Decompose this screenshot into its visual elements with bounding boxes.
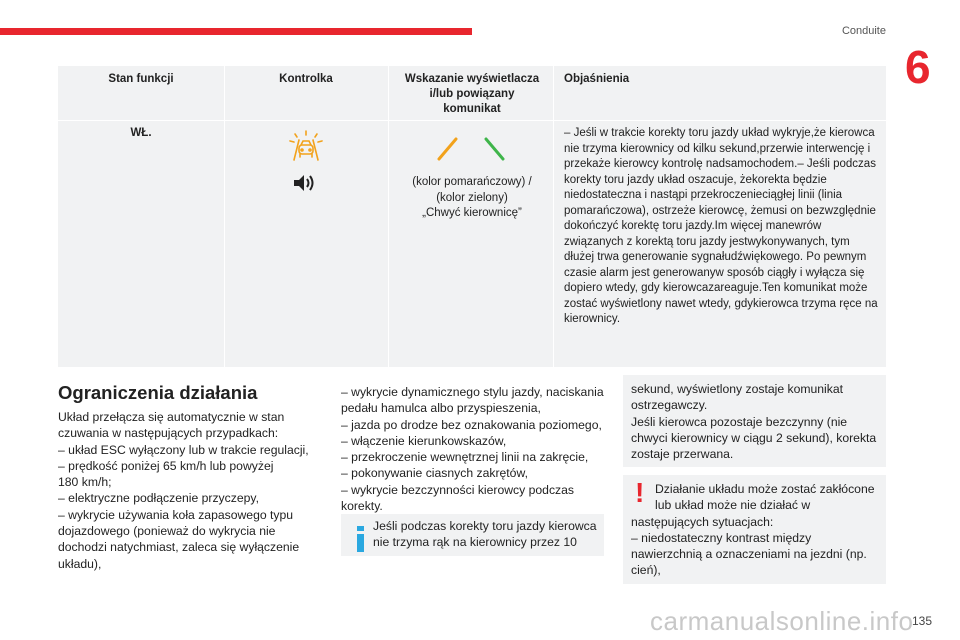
- warning-line: cień),: [631, 563, 661, 578]
- explanation-line: kierowca trzyma ręce na kierownicy.: [564, 297, 878, 325]
- info-box-continued: [623, 375, 886, 467]
- info-box: [341, 514, 604, 556]
- explanation-line: samochodem.: [725, 158, 798, 170]
- info-line: Jeśli podczas korekty toru jazdy kierowca: [373, 519, 597, 533]
- info-line: chwyci kierownicy w ciągu 2 sekund), korekta: [631, 430, 877, 445]
- explanation-line: Im więcej manewrów związanych z korektą toru jazdy jest: [564, 220, 822, 248]
- list-line: – przekroczenie wewnętrznej linii na zakręcie,: [341, 450, 589, 465]
- header-explanations: Objaśnienia: [564, 73, 630, 85]
- info-line: Jeśli kierowca pozostaje bezczynny (nie: [631, 414, 848, 429]
- list-line: – wykrycie bezczynności kierowcy podczas: [341, 482, 575, 497]
- paragraph-line: Układ przełącza się automatycznie w stan: [58, 410, 285, 424]
- explanation-text: [564, 126, 882, 328]
- list-line: pedału hamulca albo przyspieszenia,: [341, 401, 541, 416]
- chapter-number: 6: [905, 41, 931, 93]
- explanation-line: że kierowca nie trzyma kierownicy od kilku sekund,: [564, 127, 875, 155]
- orange-lane-line-icon: [436, 136, 460, 162]
- info-line: zostaje przerwana.: [631, 447, 734, 462]
- explanation-line: musi on bezwzględnie dokończyć korektę toru jazdy.: [564, 204, 876, 232]
- lane-keeping-warning-icon: [286, 128, 326, 162]
- warning-line: następujących sytuacjach:: [631, 514, 774, 529]
- header-indicator: Kontrolka: [279, 73, 333, 85]
- warning-line: Działanie układu może zostać zakłócone: [655, 482, 875, 496]
- speaker-sound-icon: [292, 172, 318, 194]
- paragraph-line: – elektryczne podłączenie przyczepy,: [58, 491, 259, 506]
- green-lane-line-icon: [482, 136, 506, 162]
- explanation-line: zareaguje.: [708, 282, 762, 294]
- warning-exclamation-icon: !: [635, 477, 645, 508]
- paragraph-line: czuwania w następujących przypadkach:: [58, 426, 279, 441]
- info-line: nie trzyma rąk na kierownicy przez 10: [373, 535, 577, 550]
- paragraph-line: – układ ESC wyłączony lub w trakcie regulacji,: [58, 442, 309, 457]
- display-description: (kolor pomarańczowy) / (kolor zielony) „Chwyć kierownicę”: [412, 176, 532, 219]
- paragraph-line: – wykrycie używania koła zapasowego typu: [58, 507, 294, 522]
- list-line: – włączenie kierunkowskazów,: [341, 433, 507, 448]
- paragraph-line: układu),: [58, 556, 102, 571]
- header-function-state: Stan funkcji: [108, 73, 174, 85]
- explanation-line: ciągłej linii (linia pomarańczowa), ostrzeże kierowcę, że: [564, 189, 843, 217]
- page-number: 135: [911, 614, 932, 628]
- warning-line: lub układ może nie działać w: [655, 498, 811, 513]
- list-line: – jazda po drodze bez oznakowania poziomego,: [341, 417, 602, 432]
- list-line: korekty.: [341, 499, 383, 514]
- paragraph-line: – prędkość poniżej 65 km/h lub powyżej: [58, 458, 274, 473]
- header-display: Wskazanie wyświetlacza i/lub powiązany komunikat: [404, 73, 540, 115]
- warning-line: – niedostateczny kontrast między: [631, 530, 812, 545]
- explanation-line: korekta będzie niedostateczna i nastąpi przekroczenie: [564, 173, 827, 201]
- state-value: WŁ.: [130, 127, 152, 139]
- watermark: carmanualsonline.info: [650, 606, 914, 636]
- list-line: – pokonywanie ciasnych zakrętów,: [341, 466, 528, 481]
- explanation-line: wykonywanych, tym dłużej trwa generowanie sygnału: [564, 235, 850, 263]
- warning-box: [623, 475, 886, 584]
- paragraph-line: dochodzi natychmiast, zaleca się wyłączenie: [58, 540, 300, 555]
- info-line: sekund, wyświetlony zostaje komunikat: [631, 382, 844, 396]
- red-header-bar: [0, 28, 472, 35]
- paragraph-line: 180 km/h;: [58, 475, 112, 490]
- limitations-list-continued: [341, 384, 611, 514]
- explanation-line: przerwie interwencję i przekaże kierowcy kontrolę nad: [564, 142, 871, 170]
- explanation-line: – Jeśli podczas korekty toru jazdy układ oszacuje, że: [564, 158, 876, 186]
- explanation-line: dźwiękowego. Po pewnym czasie alarm jest generowany: [564, 251, 867, 279]
- paragraph-line: dojazdowego (ponieważ do wykrycia nie: [58, 524, 276, 539]
- info-icon: [357, 526, 364, 552]
- explanation-line: – Jeśli w trakcie korekty toru jazdy układ wykryje,: [564, 127, 814, 139]
- list-line: – wykrycie dynamicznego stylu jazdy, naciskania: [341, 385, 604, 399]
- info-line: ostrzegawczy.: [631, 398, 708, 413]
- function-table: [58, 66, 886, 367]
- explanation-line: Ten komunikat może zostać wyświetlony nawet wtedy, gdy: [564, 282, 868, 310]
- section-heading: Ograniczenia działania: [58, 382, 258, 403]
- explanation-line: w sposób ciągły i wyłącza się dopiero wtedy, gdy kierowca: [564, 266, 865, 294]
- limitations-paragraph: [58, 409, 323, 572]
- warning-line: nawierzchnią a oznaczeniami na jezdni (np.: [631, 547, 867, 562]
- section-title: Conduite: [841, 25, 886, 37]
